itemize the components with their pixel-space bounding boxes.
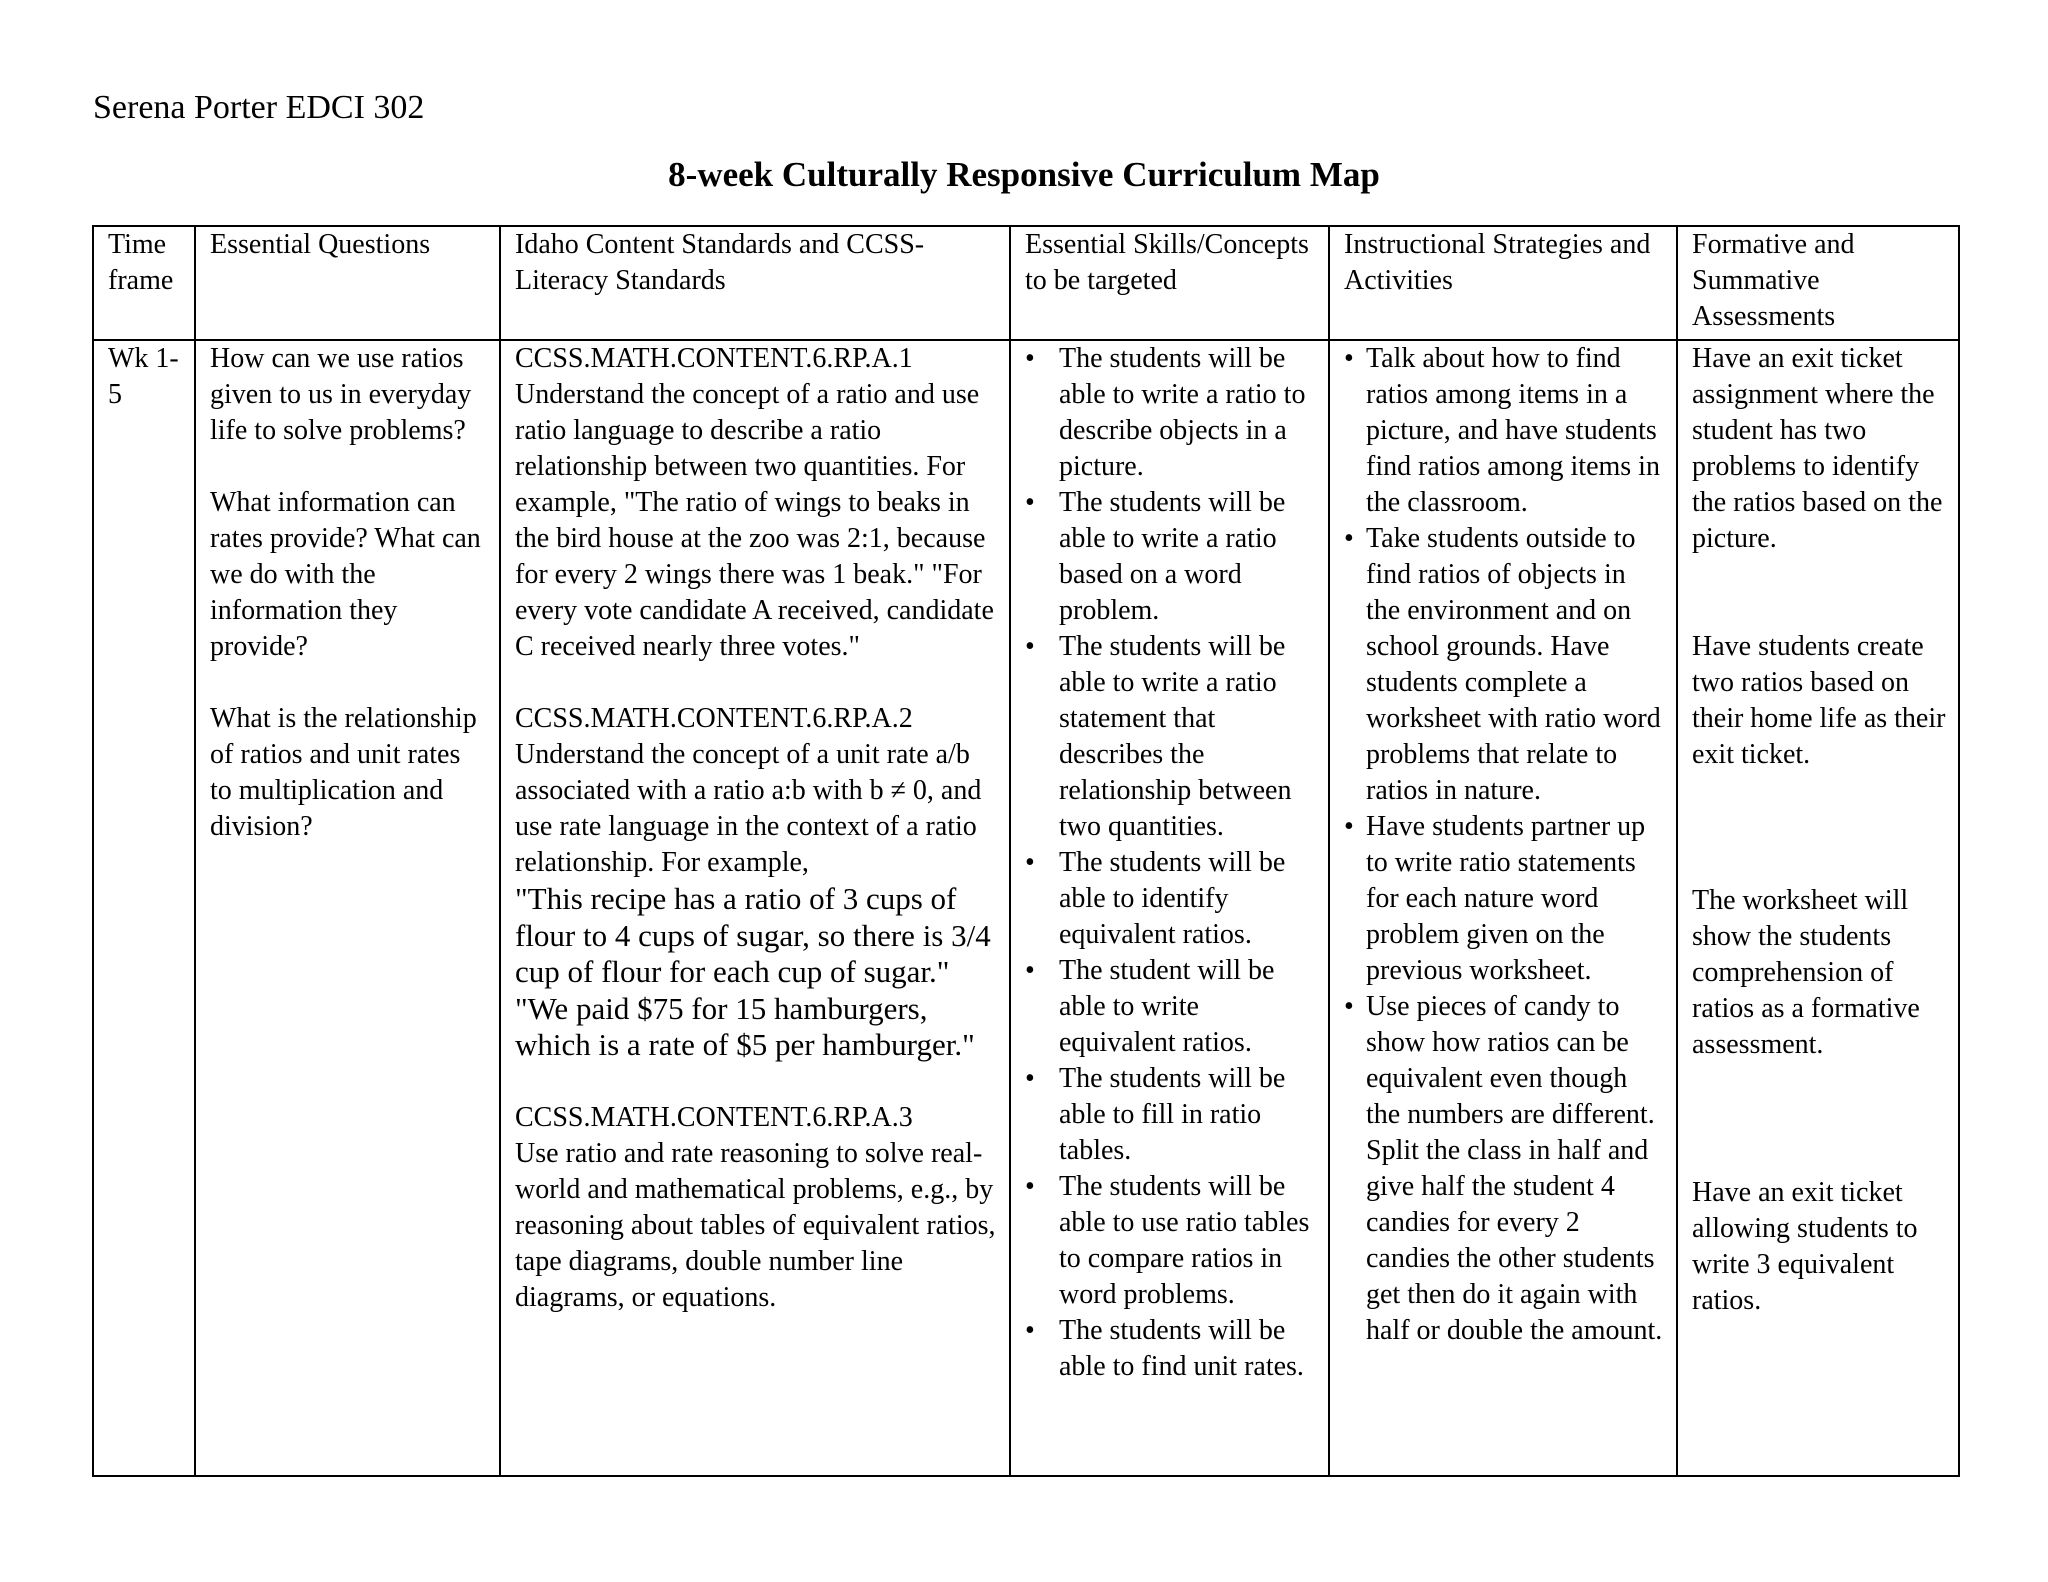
spacer [1692,773,1946,883]
cell-skills-concepts [1010,340,1329,1476]
standard-block [515,701,997,1064]
essential-question: What information can rates provide? What can we do with the information they provide? [210,487,481,662]
header-skills-concepts: Essential Skills/Concepts to be targeted [1010,226,1329,340]
standard-text: Understand the concept of a ratio and use ratio language to describe a ratio relationship between two quantities. For example, "The ratio of wings to beaks in the bird house at the zoo was 2:1, because for every 2 wings there was 1 beak." "For every vote candidate A received, candidate C received nearly three votes." [515,379,994,662]
essential-question: What is the relationship of ratios and unit rates to multiplication and division? [210,703,477,842]
header-assessments: Formative and Summative Assessments [1677,226,1959,340]
list-item: • The student will be able to write equivalent ratios. [1025,953,1316,1061]
standard-code: CCSS.MATH.CONTENT.6.RP.A.3 [515,1101,913,1133]
strategies-list [1344,341,1664,1349]
list-item: • The students will be able to identify equivalent ratios. [1025,845,1316,953]
cell-strategies-activities [1329,340,1677,1476]
skills-list [1025,341,1316,1385]
standard-block [515,1100,997,1316]
spacer [1692,557,1946,629]
list-item: • Take students outside to find ratios of objects in the environment and on school grounds. Have students complete a worksheet with ratio word problems that relate to ratios in nature. [1344,521,1664,809]
list-item: • Use pieces of candy to show how ratios can be equivalent even though the numbers are different. Split the class in half and give half the student 4 candies for every 2 candies the other students get then do it again with half or double the amount. [1344,989,1664,1349]
header-timeframe: Time frame [93,226,195,340]
header-essential-questions: Essential Questions [195,226,500,340]
standard-code: CCSS.MATH.CONTENT.6.RP.A.1 [515,343,913,374]
assessment-item: Have an exit ticket allowing students to write 3 equivalent ratios. [1692,1177,1918,1316]
assessment-item: Have students create two ratios based on their home life as their exit ticket. [1692,631,1946,770]
cell-essential-questions [195,340,500,1476]
list-item: • The students will be able to use ratio tables to compare ratios in word problems. [1025,1169,1316,1313]
list-item: • The students will be able to write a ratio to describe objects in a picture. [1025,341,1316,485]
standard-block [515,341,997,665]
list-item: • The students will be able to fill in ratio tables. [1025,1061,1316,1169]
header-standards: Idaho Content Standards and CCSS-Literacy Standards [500,226,1010,340]
table-row [93,340,1959,1476]
list-item: • Talk about how to find ratios among items in a picture, and have students find ratios among items in the classroom. [1344,341,1664,521]
list-item: • The students will be able to find unit rates. [1025,1313,1316,1385]
spacer [1692,1063,1946,1175]
assessment-item: The worksheet will show the students comprehension of ratios as a formative assessment. [1692,885,1920,1060]
cell-timeframe: Wk 1-5 [93,340,195,1476]
table-header-row [93,226,1959,340]
header-strategies-activities: Instructional Strategies and Activities [1329,226,1677,340]
cell-assessments [1677,340,1959,1476]
list-item: • The students will be able to write a ratio statement that describes the relationship between two quantities. [1025,629,1316,845]
curriculum-map-table [92,225,1960,1477]
standard-example: "This recipe has a ratio of 3 cups of flour to 4 cups of sugar, so there is 3/4 cup of flour for each cup of sugar." "We paid $75 for 15 hamburgers, which is a rate of $5 per hamburger." [515,881,991,1062]
document-title: 8-week Culturally Responsive Curriculum Map [668,155,1380,194]
standard-text: Understand the concept of a unit rate a/b associated with a ratio a:b with b ≠ 0, and use rate language in the context of a ratio relationship. For example, [515,739,982,878]
assessment-item: Have an exit ticket assignment where the student has two problems to identify the ratios based on the picture. [1692,343,1943,554]
list-item: • Have students partner up to write ratio statements for each nature word problem given on the previous worksheet. [1344,809,1664,989]
list-item: • The students will be able to write a ratio based on a word problem. [1025,485,1316,629]
cell-standards [500,340,1010,1476]
essential-question: How can we use ratios given to us in everyday life to solve problems? [210,343,472,446]
author-line: Serena Porter EDCI 302 [93,89,425,126]
standard-text: Use ratio and rate reasoning to solve real-world and mathematical problems, e.g., by reasoning about tables of equivalent ratios, tape diagrams, double number line diagrams, or equations. [515,1137,996,1313]
standard-code: CCSS.MATH.CONTENT.6.RP.A.2 [515,703,913,734]
